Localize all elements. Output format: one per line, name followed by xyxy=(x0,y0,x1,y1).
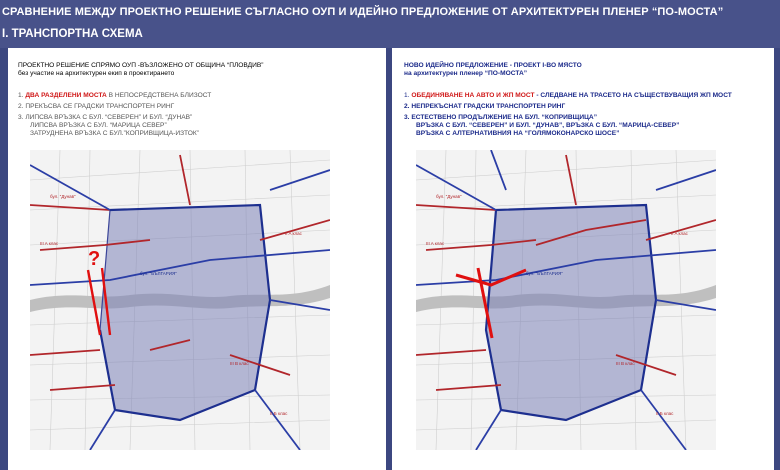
right-label-class-2a: II A клас xyxy=(671,231,688,236)
right-item-1-prefix: 1. xyxy=(404,92,412,99)
title-banner xyxy=(0,0,780,48)
right-item-1-rest: - СЛЕДВАНЕ НА ТРАСЕТО НА СЪЩЕСТВУВАЩИЯ ЖП МОСТ xyxy=(534,92,732,99)
left-label-class-b: III B клас xyxy=(230,361,249,366)
left-item-1-prefix: 1. xyxy=(18,92,26,99)
left-subheading: без участие на архитектурен екип в проектирането xyxy=(18,70,175,77)
right-label-street: бул. “Дунав” xyxy=(436,194,462,199)
left-label-bulgaria: бул. “БЪЛГАРИЯ” xyxy=(140,271,177,276)
left-item-3b: ЛИПСВА ВРЪЗКА С БУЛ. “МАРИЦА СЕВЕР” xyxy=(30,122,167,129)
left-item-3a: 3. ЛИПСВА ВРЪЗКА С БУЛ. “СЕВЕРЕН” И БУЛ. “ДУНАВ” xyxy=(18,114,193,121)
right-item-2: 2. НЕПРЕКЪСНАТ ГРАДСКИ ТРАНСПОРТЕН РИНГ xyxy=(404,103,566,110)
left-label-class-2b: II Б клас xyxy=(270,411,288,416)
left-heading: ПРОЕКТНО РЕШЕНИЕ СПРЯМО ОУП -ВЪЗЛОЖЕНО ОТ ОБЩИНА “ПЛОВДИВ” xyxy=(18,62,264,69)
right-label-class-a: III A клас xyxy=(426,241,445,246)
left-edge-stripe xyxy=(0,48,8,470)
left-label-street: бул. “Дунав” xyxy=(50,194,76,199)
right-item-3b: ВРЪЗКА С БУЛ. “СЕВЕРЕН” И БУЛ. “ДУНАВ”, ВРЪЗКА С БУЛ. “МАРИЦА-СЕВЕР” xyxy=(416,122,680,129)
right-label-class-2b: II Б клас xyxy=(656,411,674,416)
right-item-1 xyxy=(404,92,732,100)
left-label-class-2a: II A клас xyxy=(285,231,302,236)
right-map xyxy=(416,150,716,450)
right-heading: НОВО ИДЕЙНО ПРЕДЛОЖЕНИЕ - ПРОЕКТ I-ВО МЯСТО xyxy=(404,62,582,69)
right-label-bulgaria: бул. “БЪЛГАРИЯ” xyxy=(526,271,563,276)
left-item-3c: ЗАТРУДНЕНА ВРЪЗКА С БУЛ.”КОПРИВЩИЦА-ИЗТОК” xyxy=(30,130,199,137)
left-label-class-a: III A клас xyxy=(40,241,59,246)
left-map xyxy=(30,150,330,450)
center-divider-stripe xyxy=(386,48,392,470)
left-item-1-rest: В НЕПОСРЕДСТВЕНА БЛИЗОСТ xyxy=(106,92,212,99)
left-map-central-zone xyxy=(100,205,270,420)
right-item-3c: ВРЪЗКА С АЛТЕРНАТИВНИЯ НА “ГОЛЯМОКОНАРСКО ШОСЕ” xyxy=(416,130,620,137)
left-item-2: 2. ПРЕКЪСВА СЕ ГРАДСКИ ТРАНСПОРТЕН РИНГ xyxy=(18,103,175,110)
section-title: I. ТРАНСПОРТНА СХЕМА xyxy=(2,28,143,40)
right-label-class-b: III B клас xyxy=(616,361,635,366)
page-title: СРАВНЕНИЕ МЕЖДУ ПРОЕКТНО РЕШЕНИЕ СЪГЛАСНО ОУП И ИДЕЙНО ПРЕДЛОЖЕНИЕ ОТ АРХИТЕКТУРЕН ПЛЕНЕР “ПО-МОСТА” xyxy=(2,6,724,18)
right-item-1-emphasis: ОБЕДИНЯВАНЕ НА АВТО И ЖП МОСТ xyxy=(411,92,535,99)
left-item-1 xyxy=(18,92,211,100)
left-map-question-mark: ? xyxy=(88,248,101,270)
right-item-3a: 3. ЕСТЕСТВЕНО ПРОДЪЛЖЕНИЕ НА БУЛ. “КОПРИВЩИЦА” xyxy=(404,114,597,121)
right-edge-stripe xyxy=(774,48,780,470)
left-item-1-emphasis: ДВА РАЗДЕЛЕНИ МОСТА xyxy=(25,92,107,99)
right-subheading: на архитектурен пленер “ПО-МОСТА” xyxy=(404,70,528,77)
right-map-central-zone xyxy=(486,205,656,420)
